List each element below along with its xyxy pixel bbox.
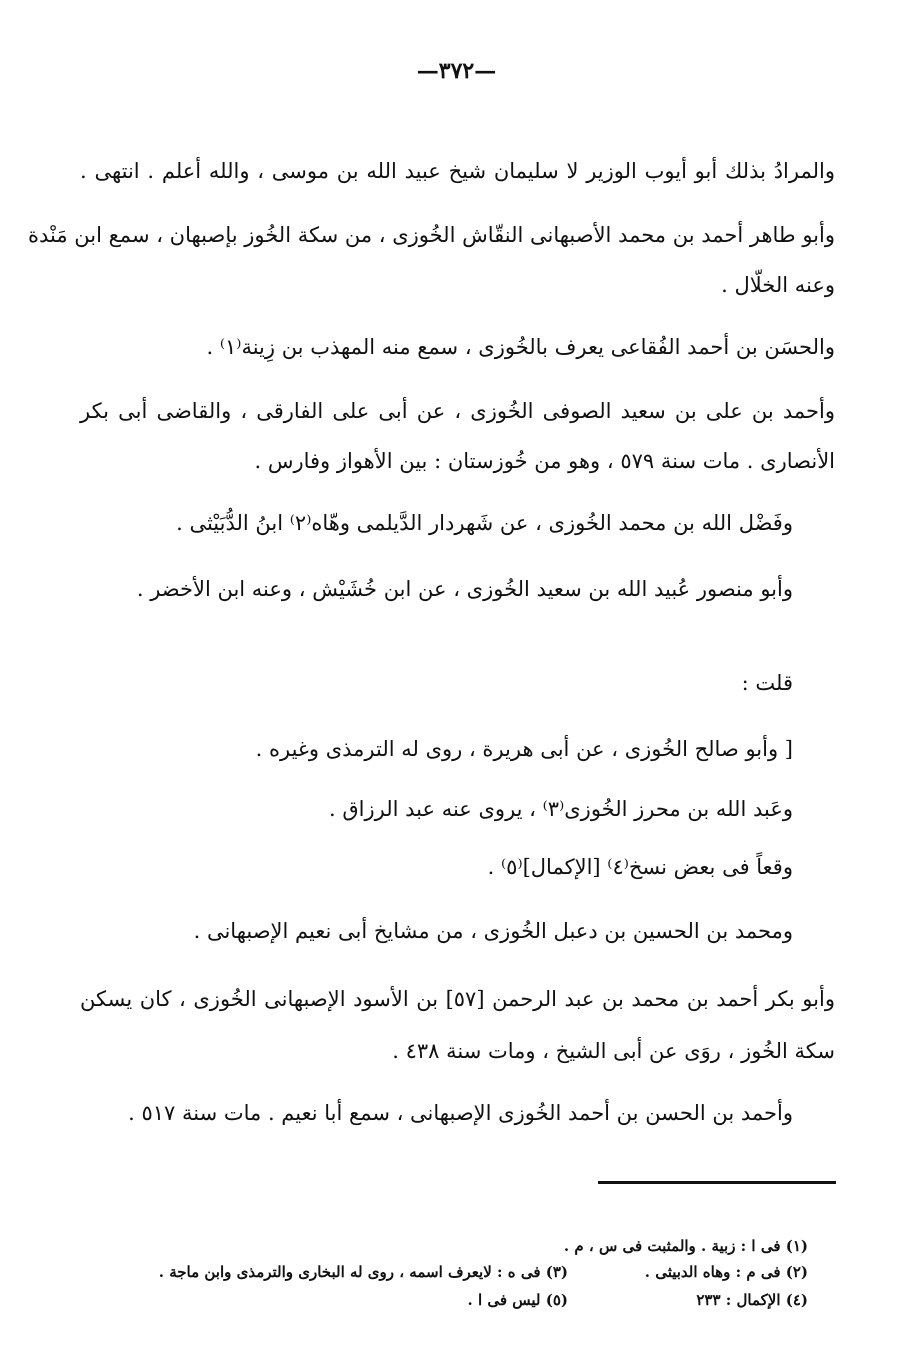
footnote-3: (٣) فى ه : لايعرف اسمه ، روى له البخارى والترمذى وابن ماجة . <box>158 1263 568 1281</box>
body-line-4: والحسَن بن أحمد الفُقاعى يعرف بالخُوزى ، سمع منه المهذب بن زِينة⁽١⁾ . <box>206 335 835 359</box>
page-number: —٣٧٢— <box>416 58 497 84</box>
section-heading: قلت : <box>741 671 793 695</box>
body-line-1: والمرادُ بذلك أبو أيوب الوزير لا سليمان شيخ عبيد الله بن موسى ، والله أعلم . انتهى . <box>80 159 835 183</box>
footnote-divider <box>598 1181 836 1184</box>
body-line-9: [ وأبو صالح الخُوزى ، عن أبى هريرة ، روى له الترمذى وغيره . <box>255 737 793 761</box>
footnote-5: (٥) ليس فى ا . <box>467 1291 568 1309</box>
body-line-14: سكة الخُوز ، روَى عن أبى الشيخ ، ومات سنة ٤٣٨ . <box>392 1039 835 1063</box>
body-line-11: وقعاً فى بعض نسخ⁽٤⁾ [الإكمال]⁽٥⁾ . <box>487 855 793 879</box>
body-line-13: وأبو بكر أحمد بن محمد بن عبد الرحمن [٥٧] بن الأسود الإصبهانى الخُوزى ، كان يسكن <box>80 987 835 1011</box>
body-line-8: وأبو منصور عُبيد الله بن سعيد الخُوزى ، عن ابن خُشَيْش ، وعنه ابن الأخضر . <box>136 577 793 601</box>
body-line-15: وأحمد بن الحسن بن أحمد الخُوزى الإصبهانى ، سمع أبا نعيم . مات سنة ٥١٧ . <box>128 1101 793 1125</box>
body-line-5: وأحمد بن على بن سعيد الصوفى الخُوزى ، عن أبى على الفارقى ، والقاضى أبى بكر <box>80 399 835 423</box>
body-line-2: وأبو طاهر أحمد بن محمد الأصبهانى النقّاش الخُوزى ، من سكة الخُوز بإصبهان ، سمع ابن مَنْدة <box>28 223 835 247</box>
footnote-2: (٢) فى م : وهاه الدبيثى . <box>644 1263 808 1281</box>
body-line-3: وعنه الخلّال . <box>721 273 835 297</box>
body-line-10: وعَبد الله بن محرز الخُوزى⁽٣⁾ ، يروى عنه عبد الرزاق . <box>329 797 793 821</box>
footnote-1: (١) فى ا : زبية . والمثبت فى س ، م . <box>563 1237 808 1255</box>
footnote-4: (٤) الإكمال : ٢٣٣ <box>696 1291 808 1309</box>
body-line-6: الأنصارى . مات سنة ٥٧٩ ، وهو من خُوزستان : بين الأهواز وفارس . <box>254 449 835 473</box>
body-line-12: ومحمد بن الحسين بن دعبل الخُوزى ، من مشايخ أبى نعيم الإصبهانى . <box>193 919 793 943</box>
body-line-7: وفَضْل الله بن محمد الخُوزى ، عن شَهردار الدَّيلمى وهّاه⁽٢⁾ ابنُ الدُّبَيْثى . <box>176 511 793 535</box>
